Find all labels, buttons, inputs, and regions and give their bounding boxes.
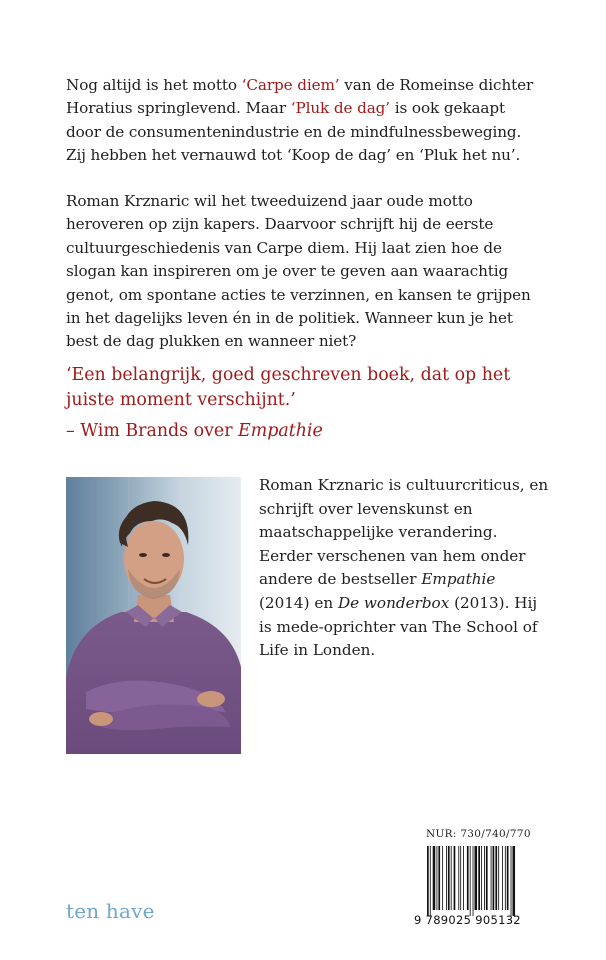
bio-text: (2014) en xyxy=(259,593,338,612)
barcode-bar xyxy=(463,846,464,910)
barcode-bar xyxy=(473,846,474,916)
isbn-barcode xyxy=(426,846,540,916)
motto-carpe-diem: ‘Carpe diem’ xyxy=(241,76,340,94)
barcode-bar xyxy=(448,846,450,910)
blurb-text: Nog altijd is het motto xyxy=(66,76,242,94)
bio-text: (2013). Hij is mede-oprichter van The School of Life in Londen. xyxy=(259,593,538,660)
publisher-logo: ten have xyxy=(66,899,155,923)
barcode-bar xyxy=(446,846,447,910)
barcode-bar xyxy=(495,846,497,910)
blurb-text: van de Romeinse dichter Horatius springlevend. Maar xyxy=(66,76,534,118)
barcode-bar xyxy=(481,846,482,910)
barcode-bar xyxy=(454,846,456,910)
bio-book-title: Empathie xyxy=(421,570,496,589)
blurb-paragraph-1 xyxy=(66,74,544,168)
barcode-bar xyxy=(442,846,443,910)
attribution-book-title: Empathie xyxy=(238,421,323,441)
barcode-bar xyxy=(491,846,492,910)
barcode-bar xyxy=(467,846,469,910)
barcode-bar xyxy=(437,846,438,910)
author-bio xyxy=(259,474,549,663)
isbn-digits: 9 789025 905132 xyxy=(414,913,521,927)
author-portrait-illustration xyxy=(66,477,241,754)
barcode-bar xyxy=(484,846,485,910)
barcode-bar xyxy=(502,846,503,910)
review-quote: ‘Een belangrijk, goed geschreven boek, dat op het juiste moment verschijnt.’ xyxy=(66,365,511,410)
barcode-bar xyxy=(511,846,512,916)
barcode-bar xyxy=(438,846,440,910)
blurb-text: is ook gekaapt door de consumentenindustrie en de mindfulnessbeweging. Zij hebben het vernauwd tot ‘Koop de dag’ en ‘Pluk het nu’. xyxy=(66,99,522,165)
bio-text: Roman Krznaric is cultuurcriticus, en schrijft over levenskunst en maatschappelijke verandering. Eerder verschenen van hem onder andere de bestseller xyxy=(259,476,549,589)
barcode-bar xyxy=(475,846,478,910)
attribution-text: – Wim Brands over xyxy=(66,421,239,441)
barcode-bar xyxy=(486,846,488,910)
blurb-paragraph-2: Roman Krznaric wil het tweeduizend jaar oude motto heroveren op zijn kapers. Daarvoor schrijft hij de eerste cultuurgeschiedenis van Carpe diem. Hij laat zien hoe de slogan kan inspireren om je over te geven aan waarachtig genot, om spontane acties te verzinnen, en kansen te grijpen in het dagelijks leven én in de politiek. Wanneer kun je het best de dag plukken en wanneer niet? xyxy=(66,192,531,351)
barcode-bar xyxy=(430,846,431,916)
barcode-bar xyxy=(458,846,459,910)
barcode-bar xyxy=(427,846,429,916)
barcode-bar xyxy=(433,846,436,910)
nur-code: NUR: 730/740/770 xyxy=(426,828,531,840)
author-photo xyxy=(66,477,241,754)
barcode-bar xyxy=(493,846,495,910)
bio-book-title: De wonderbox xyxy=(337,593,450,612)
review-attribution xyxy=(66,419,323,444)
barcode-bar xyxy=(507,846,509,910)
motto-pluk-de-dag: ‘Pluk de dag’ xyxy=(290,99,391,118)
barcode-bar xyxy=(513,846,516,916)
barcode-bar xyxy=(451,846,452,910)
barcode-bar xyxy=(478,846,480,910)
barcode-bar xyxy=(470,846,471,916)
barcode-bar xyxy=(505,846,506,910)
barcode-bar xyxy=(498,846,499,910)
barcode-bar xyxy=(460,846,461,910)
